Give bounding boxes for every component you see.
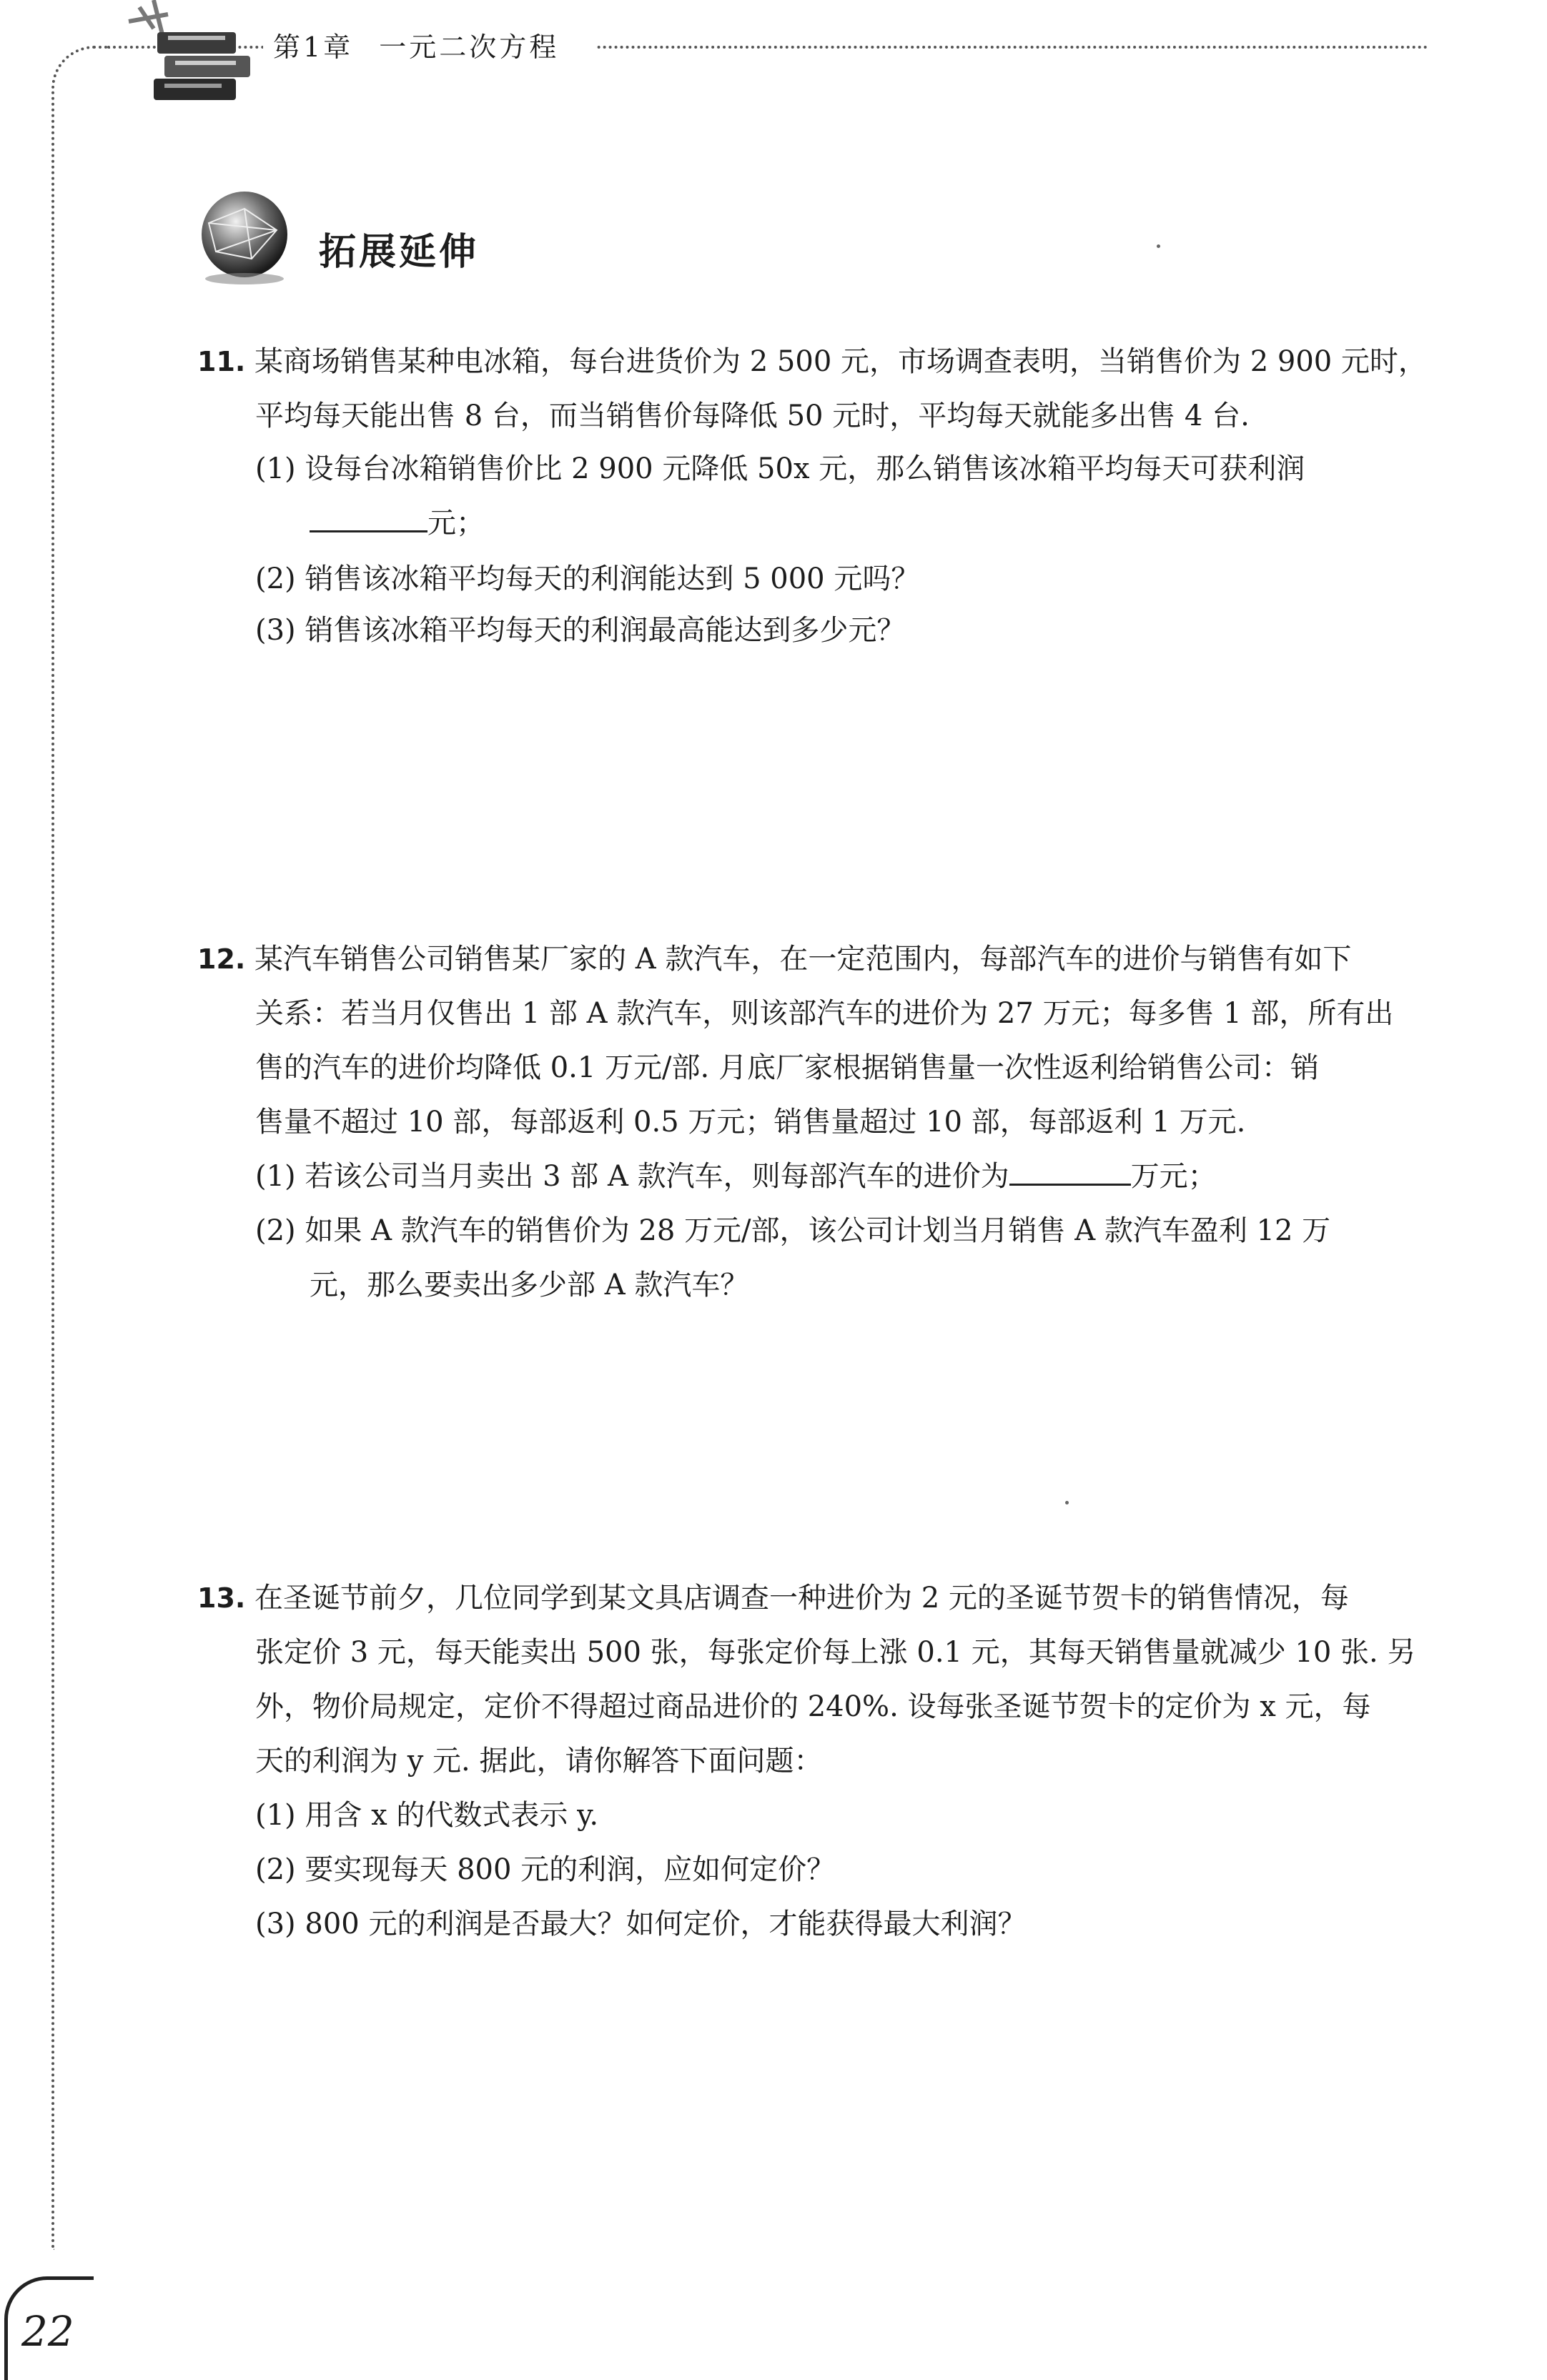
part-label: (3) [255,614,296,647]
part-text: 要实现每天 800 元的利润，应如何定价？ [305,1853,836,1886]
question-number: 12. [197,943,246,975]
chapter-number: 第1章 [273,31,354,63]
part-label: (1) [255,1160,296,1193]
question-text: 在圣诞节前夕，几位同学到某文具店调查一种进价为 2 元的圣诞节贺卡的销售情况，每 [254,1582,1349,1615]
answer-blank[interactable] [1009,1184,1131,1186]
question-12-part-2-cont: 元，那么要卖出多少部 A 款汽车？ [310,1269,749,1301]
page-number: 22 [21,2307,74,2356]
part-label: (2) [255,562,296,595]
question-12-line-1 [197,939,1351,979]
question-12-part-2 [255,1211,1330,1251]
part-text: 用含 x 的代数式表示 y. [305,1799,599,1832]
globe-icon [194,187,295,287]
page-border [51,46,110,2250]
question-12-line-3: 售的汽车的进价均降低 0.1 万元/部. 月底厂家根据销售量一次性返利给销售公司：销 [255,1051,1319,1084]
part-label: (2) [255,1214,296,1247]
question-11-part-3 [255,610,905,650]
part-text: 若该公司当月卖出 3 部 A 款汽车，则每部汽车的进价为 [305,1160,1009,1193]
part-label: (1) [255,1799,296,1832]
part-text: 销售该冰箱平均每天的利润最高能达到多少元？ [305,614,906,647]
question-13-part-2 [255,1850,835,1890]
question-11-part-1 [255,449,1305,489]
question-text: 某商场销售某种电冰箱，每台进货价为 2 500 元，市场调查表明，当销售价为 2 900 元时， [254,345,1427,378]
question-12-line-2: 关系：若当月仅售出 1 部 A 款汽车，则该部汽车的进价为 27 万元；每多售 1 部，所有出 [255,997,1394,1030]
question-13-line-2: 张定价 3 元，每天能卖出 500 张，每张定价每上涨 0.1 元，其每天销售量就减少 10 张. 另 [255,1636,1416,1669]
part-label: (3) [255,1908,296,1940]
question-12-part-1 [255,1156,1217,1196]
print-dot [1065,1501,1069,1504]
part-suffix: 元； [427,507,485,540]
part-text: 800 元的利润是否最大？如何定价，才能获得最大利润？ [305,1908,1027,1940]
chapter-header [263,30,595,64]
question-13-line-3: 外，物价局规定，定价不得超过商品进价的 240%. 设每张圣诞节贺卡的定价为 x 元，每 [255,1690,1371,1723]
part-label: (1) [255,452,296,485]
part-text: 销售该冰箱平均每天的利润能达到 5 000 元吗？ [305,562,920,595]
question-12-line-4: 售量不超过 10 部，每部返利 0.5 万元；销售量超过 10 部，每部返利 1 万元. [255,1106,1246,1139]
books-icon [125,0,261,107]
part-suffix: 万元； [1130,1160,1217,1193]
section-title: 拓展延伸 [319,231,480,274]
part-text: 设每台冰箱销售价比 2 900 元降低 50x 元，那么销售该冰箱平均每天可获利润 [305,452,1305,485]
answer-blank[interactable] [310,530,427,532]
question-11-line-2: 平均每天能出售 8 台，而当销售价每降低 50 元时，平均每天就能多出售 4 台. [255,400,1250,432]
question-13-part-1 [255,1795,598,1835]
part-text: 如果 A 款汽车的销售价为 28 万元/部，该公司计划当月销售 A 款汽车盈利 12 万 [305,1214,1331,1247]
question-11-part-2 [255,559,919,599]
chapter-title: 一元二次方程 [379,31,560,63]
question-13-part-3 [255,1904,1026,1944]
question-13-line-4: 天的利润为 y 元. 据此，请你解答下面问题： [255,1745,823,1777]
question-text: 某汽车销售公司销售某厂家的 A 款汽车，在一定范围内，每部汽车的进价与销售有如下 [254,943,1352,976]
question-11-line-1 [197,342,1427,382]
question-11-part-1-cont [310,503,485,543]
question-number: 11. [197,346,246,377]
part-label: (2) [255,1853,296,1886]
question-13-line-1 [197,1578,1349,1618]
question-number: 13. [197,1582,246,1614]
print-dot [1157,244,1160,248]
